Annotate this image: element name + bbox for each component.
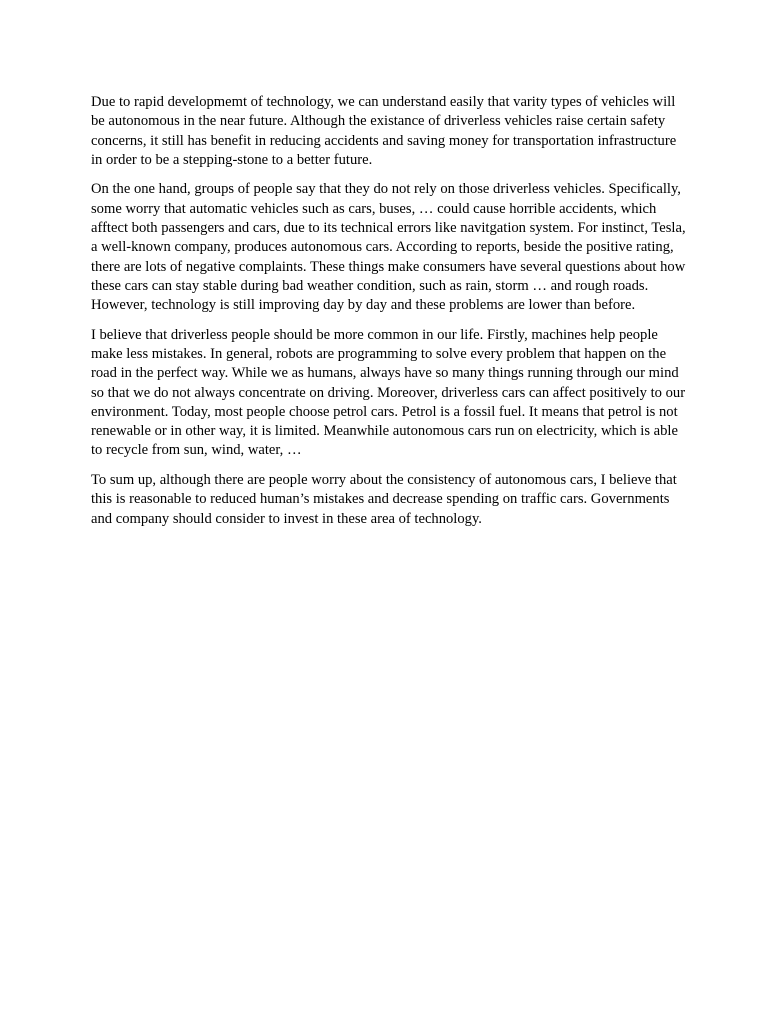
paragraph-benefits: I believe that driverless people should be more common in our life. Firstly, machines help people make less mistakes. In general, robots are programming to solve every problem that happen on the road in the perfect way. While we as humans, always have so many things running through our mind so that we do not always concentrate on driving. Moreover, driverless cars can affect positively to our environment. Today, most people choose petrol cars. Petrol is a fossil fuel. It means that petrol is not renewable or in other way, it is limited. Meanwhile autonomous cars run on electricity, which is able to recycle from sun, wind, water, … bbox=[91, 326, 686, 459]
document-body bbox=[91, 93, 687, 539]
paragraph-conclusion: To sum up, although there are people worry about the consistency of autonomous cars, I believe that this is reasonable to reduced human’s mistakes and decrease spending on traffic cars. Governments and company should consider to invest in these area of technology. bbox=[91, 471, 677, 527]
paragraph-concerns: On the one hand, groups of people say that they do not rely on those driverless vehicles. Specifically, some worry that automatic vehicles such as cars, buses, … could cause horrible accidents, which afftect both passengers and cars, due to its technical errors like navitgation system. For instinct, Tesla, a well-known company, produces autonomous cars. According to reports, beside the positive rating, there are lots of negative complaints. These things make consumers have several questions about how these cars can stay stable during bad weather condition, such as rain, storm … and rough roads. However, technology is still improving day by day and these problems are lower than before. bbox=[91, 181, 686, 314]
paragraph-intro: Due to rapid developmemt of technology, we can understand easily that varity types of vehicles will be autonomous in the near future. Although the existance of driverless vehicles raise certain safety concerns, it still has benefit in reducing accidents and saving money for transportation infrastructure in order to be a stepping-stone to a better future. bbox=[91, 94, 677, 168]
